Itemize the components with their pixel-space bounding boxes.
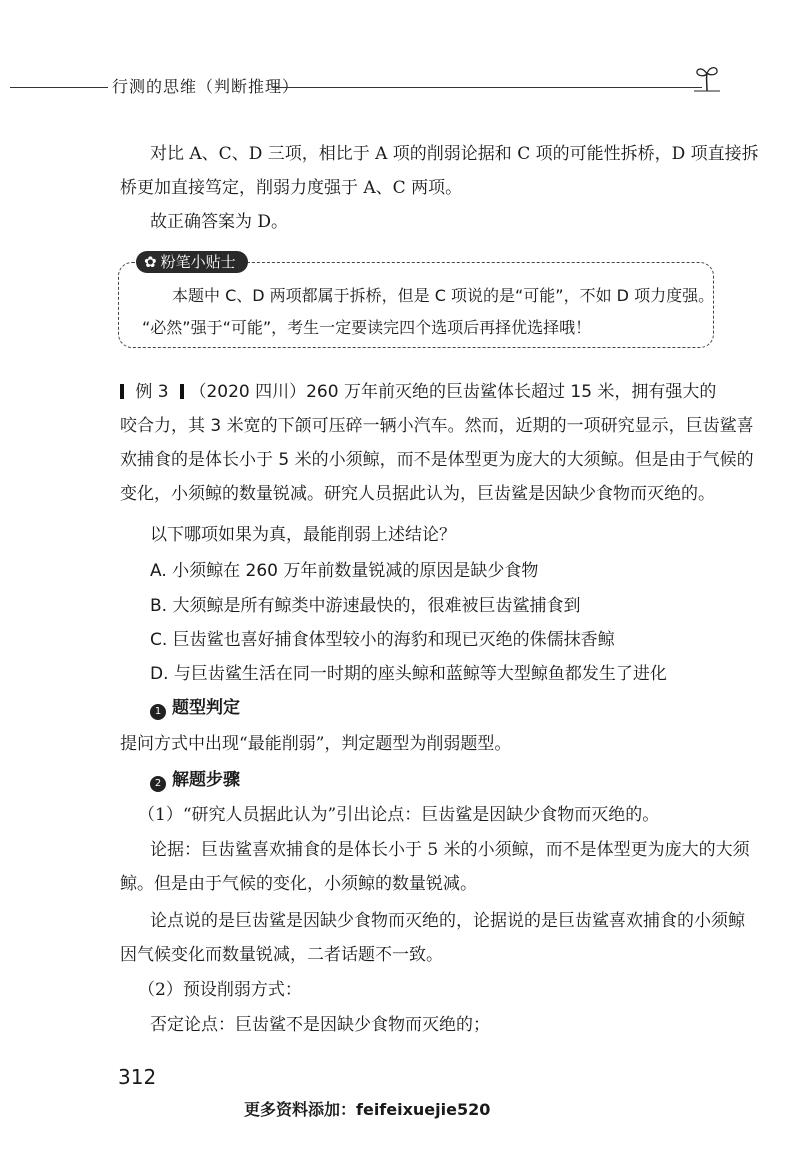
example-line-4: 变化，小须鲸的数量锐减。研究人员据此认为，巨齿鲨是因缺少食物而灭绝的。 [120, 484, 715, 504]
tip-tag [136, 251, 248, 273]
example-bar-left [120, 384, 124, 399]
section-2-icon: 2 [150, 776, 166, 792]
compare-line-1: 论点说的是巨齿鲨是因缺少食物而灭绝的，论据说的是巨齿鲨喜欢捕食的小须鲸 [150, 911, 745, 931]
sprout-icon [694, 64, 720, 92]
tip-tag-label: 粉笔小贴士 [160, 253, 236, 271]
section-2-title: 解题步骤 [172, 770, 240, 790]
section-1-heading [150, 698, 750, 720]
leaf-icon: ✿ [144, 253, 157, 271]
example-line-2: 咬合力，其 3 米宽的下颌可压碎一辆小汽车。然而，近期的一项研究显示，巨齿鲨喜 [120, 416, 754, 436]
example-label: 例 3 [135, 382, 169, 402]
intro-line-2: 桥更加直接笃定，削弱力度强于 A、C 两项。 [120, 178, 463, 198]
page-number: 312 [118, 1065, 157, 1089]
example-bar-right [180, 384, 184, 399]
header-rule-right [272, 87, 702, 88]
compare-line-2: 因气候变化而数量锐减，二者话题不一致。 [120, 945, 443, 965]
page-header [0, 68, 800, 98]
header-title: 行测的思维（判断推理） [112, 77, 300, 96]
section-1-title: 题型判定 [172, 698, 240, 718]
example-text-1: （2020 四川）260 万年前灭绝的巨齿鲨体长超过 15 米，拥有强大的 [189, 382, 717, 402]
header-rule-left [10, 87, 108, 88]
option-b: B. 大须鲸是所有鲸类中游速最快的，很难被巨齿鲨捕食到 [150, 596, 581, 616]
evidence-line-2: 鲸。但是由于气候的变化，小须鲸的数量锐减。 [120, 874, 477, 894]
step-2: （2）预设削弱方式： [138, 980, 302, 1000]
step-1: （1）“研究人员据此认为”引出论点：巨齿鲨是因缺少食物而灭绝的。 [138, 805, 660, 825]
section-1-icon: 1 [150, 704, 166, 720]
footer-note: 更多资料添加：feifeixuejie520 [244, 1100, 491, 1119]
negate-line: 否定论点：巨齿鲨不是因缺少食物而灭绝的； [150, 1015, 490, 1035]
example-line-1 [120, 382, 720, 402]
tip-line-2: “必然”强于“可能”，考生一定要读完四个选项后再择优选择哦！ [142, 318, 592, 337]
option-a: A. 小须鲸在 260 万年前数量锐减的原因是缺少食物 [150, 561, 539, 581]
section-1-text: 提问方式中出现“最能削弱”，判定题型为削弱题型。 [120, 734, 512, 754]
answer-line: 故正确答案为 D。 [150, 212, 289, 232]
option-d: D. 与巨齿鲨生活在同一时期的座头鲸和蓝鲸等大型鲸鱼都发生了进化 [150, 664, 667, 684]
section-2-heading [150, 770, 750, 792]
intro-line-1: 对比 A、C、D 三项，相比于 A 项的削弱论据和 C 项的可能性拆桥，D 项直接拆 [150, 144, 759, 164]
tip-line-1: 本题中 C、D 两项都属于拆桥，但是 C 项说的是“可能”，不如 D 项力度强。 [172, 286, 715, 305]
example-line-3: 欢捕食的是体长小于 5 米的小须鲸，而不是体型更为庞大的大须鲸。但是由于气候的 [120, 450, 754, 470]
option-c: C. 巨齿鲨也喜好捕食体型较小的海豹和现已灭绝的侏儒抹香鲸 [150, 630, 615, 650]
question-text: 以下哪项如果为真，最能削弱上述结论？ [150, 525, 456, 545]
evidence-line-1: 论据：巨齿鲨喜欢捕食的是体长小于 5 米的小须鲸，而不是体型更为庞大的大须 [150, 840, 750, 860]
